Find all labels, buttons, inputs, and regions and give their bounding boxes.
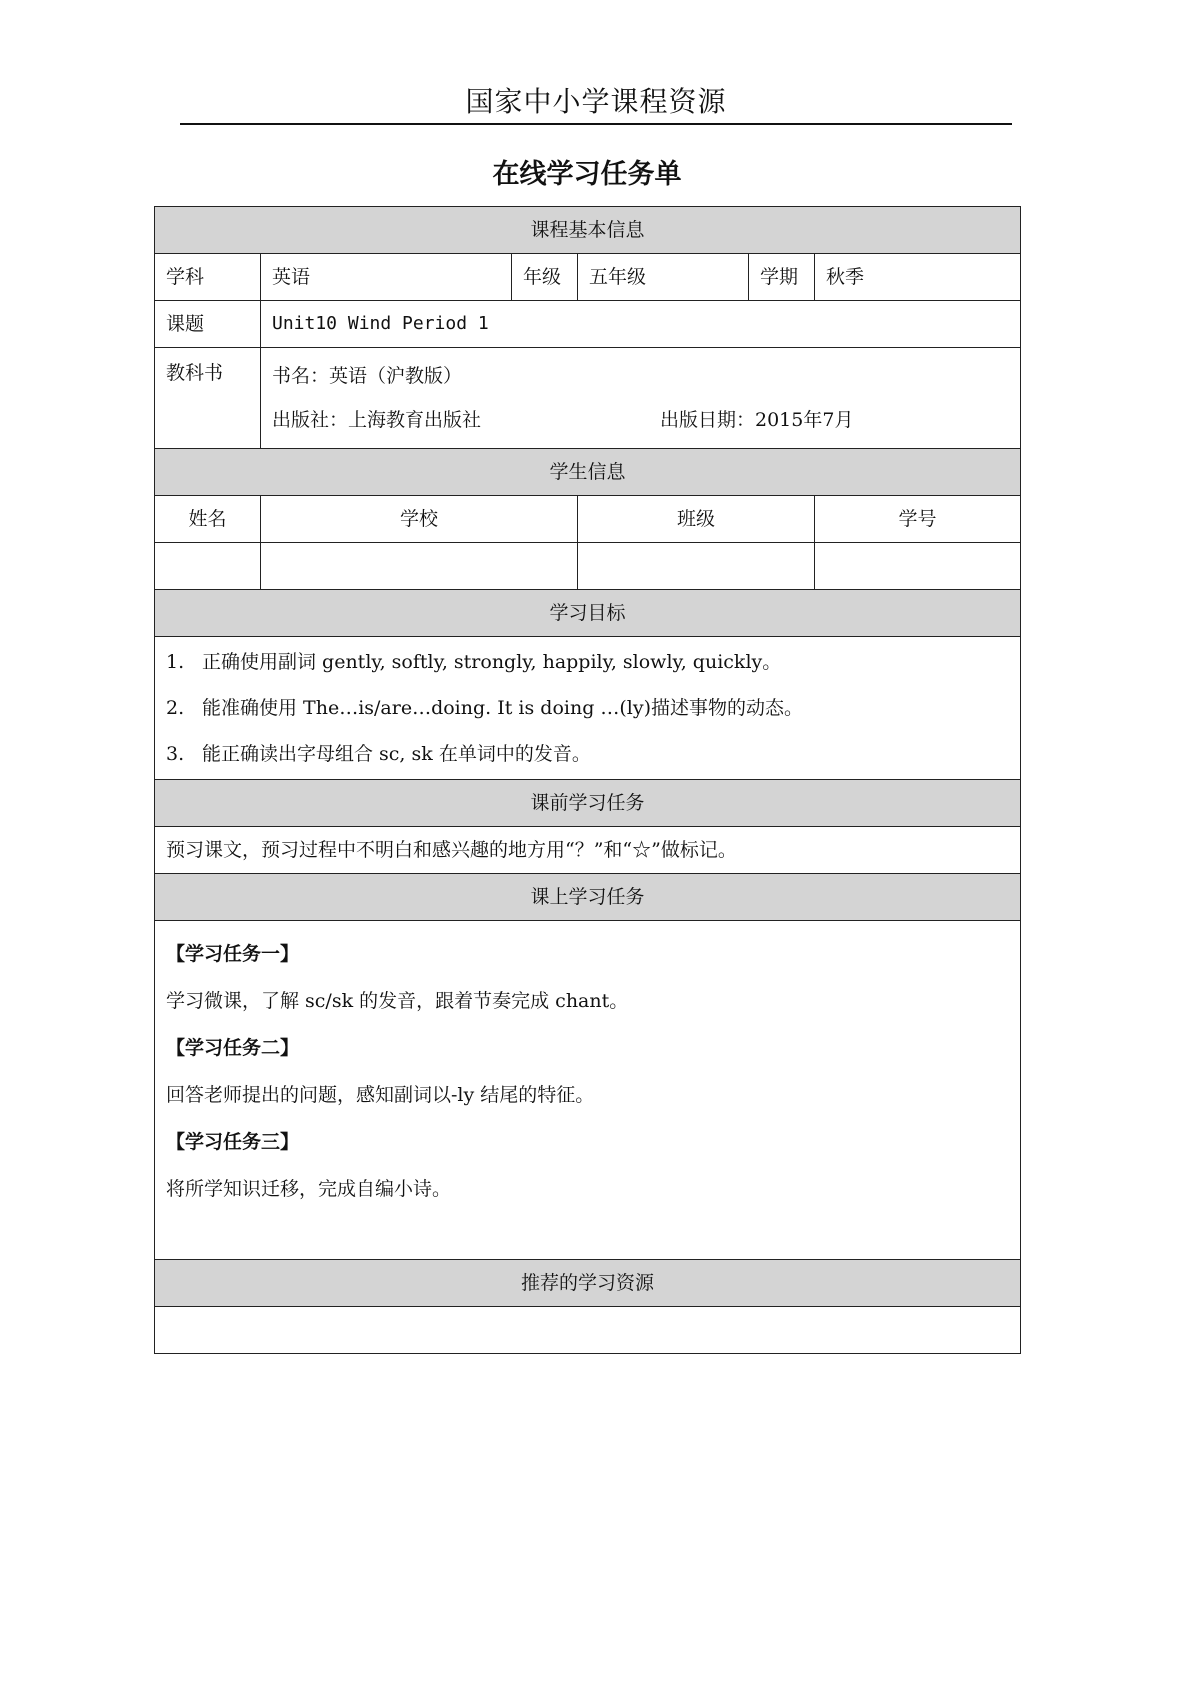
student-info-columns-row (155, 496, 1021, 543)
student-name-value[interactable] (155, 543, 261, 590)
topic-value: Unit10 Wind Period 1 (261, 301, 1021, 348)
student-class-column: 班级 (578, 496, 815, 543)
header-divider (180, 123, 1012, 125)
section-header-pre-class: 课前学习任务 (155, 780, 1021, 827)
pre-class-header-row (155, 780, 1021, 827)
student-id-column: 学号 (815, 496, 1021, 543)
objectives-header-row (155, 590, 1021, 637)
section-header-student-info: 学生信息 (155, 449, 1021, 496)
task-text: 回答老师提出的问题，感知副词以-ly 结尾的特征。 (166, 1084, 595, 1107)
student-school-column: 学校 (261, 496, 578, 543)
site-header-title: 国家中小学课程资源 (465, 85, 727, 118)
section-header-in-class: 课上学习任务 (155, 874, 1021, 921)
task-text: 将所学知识迁移，完成自编小诗。 (166, 1178, 452, 1201)
term-label: 学期 (749, 254, 815, 301)
term-value: 秋季 (815, 254, 1021, 301)
section-header-resources: 推荐的学习资源 (155, 1260, 1021, 1307)
task-label: 【学习任务一】 (166, 943, 300, 966)
document-title: 在线学习任务单 (492, 159, 682, 190)
resources-row (155, 1307, 1021, 1354)
task-text: 学习微课，了解 sc/sk 的发音，跟着节奏完成 chant。 (166, 990, 629, 1013)
topic-label: 课题 (155, 301, 261, 348)
textbook-publish-date: 出版日期：2015年7月 (660, 408, 854, 431)
student-school-value[interactable] (261, 543, 578, 590)
section-header-objectives: 学习目标 (155, 590, 1021, 637)
resources-content (155, 1307, 1021, 1354)
objective-text: 正确使用副词 gently, softly, strongly, happily, slowly, quickly。 (202, 650, 782, 673)
section-header-course-info: 课程基本信息 (155, 207, 1021, 254)
objective-item (166, 639, 1009, 685)
subject-value: 英语 (261, 254, 512, 301)
grade-label: 年级 (512, 254, 578, 301)
student-info-header-row (155, 449, 1021, 496)
student-info-values-row (155, 543, 1021, 590)
pre-class-text: 预习课文，预习过程中不明白和感兴趣的地方用“？”和“☆”做标记。 (155, 827, 1021, 874)
textbook-label: 教科书 (155, 348, 261, 449)
objective-text: 能准确使用 The…is/are…doing. It is doing …(ly)描述事物的动态。 (202, 696, 804, 719)
pre-class-row (155, 827, 1021, 874)
student-name-column: 姓名 (155, 496, 261, 543)
grade-value: 五年级 (578, 254, 749, 301)
objective-text: 能正确读出字母组合 sc, sk 在单词中的发音。 (202, 742, 591, 765)
textbook-name-line (272, 354, 1009, 398)
student-class-value[interactable] (578, 543, 815, 590)
topic-row (155, 301, 1021, 348)
objectives-row (155, 637, 1021, 780)
task-sheet-table (154, 206, 1021, 1354)
subject-label: 学科 (155, 254, 261, 301)
subject-grade-term-row (155, 254, 1021, 301)
in-class-row (155, 921, 1021, 1260)
resources-header-row (155, 1260, 1021, 1307)
textbook-publisher-line (272, 398, 1009, 442)
objective-number: 2. (166, 696, 185, 719)
in-class-header-row (155, 874, 1021, 921)
textbook-publisher: 出版社：上海教育出版社 (272, 408, 482, 431)
task-label: 【学习任务二】 (166, 1037, 300, 1060)
objective-item (166, 731, 1009, 777)
textbook-details (261, 348, 1021, 449)
textbook-name: 书名：英语（沪教版） (272, 364, 463, 387)
student-id-value[interactable] (815, 543, 1021, 590)
in-class-task-list (155, 921, 1021, 1260)
objective-number: 1. (166, 650, 185, 673)
course-info-header-row (155, 207, 1021, 254)
objective-item (166, 685, 1009, 731)
objectives-list (155, 637, 1021, 780)
objective-number: 3. (166, 742, 185, 765)
task-label: 【学习任务三】 (166, 1131, 300, 1154)
textbook-row (155, 348, 1021, 449)
